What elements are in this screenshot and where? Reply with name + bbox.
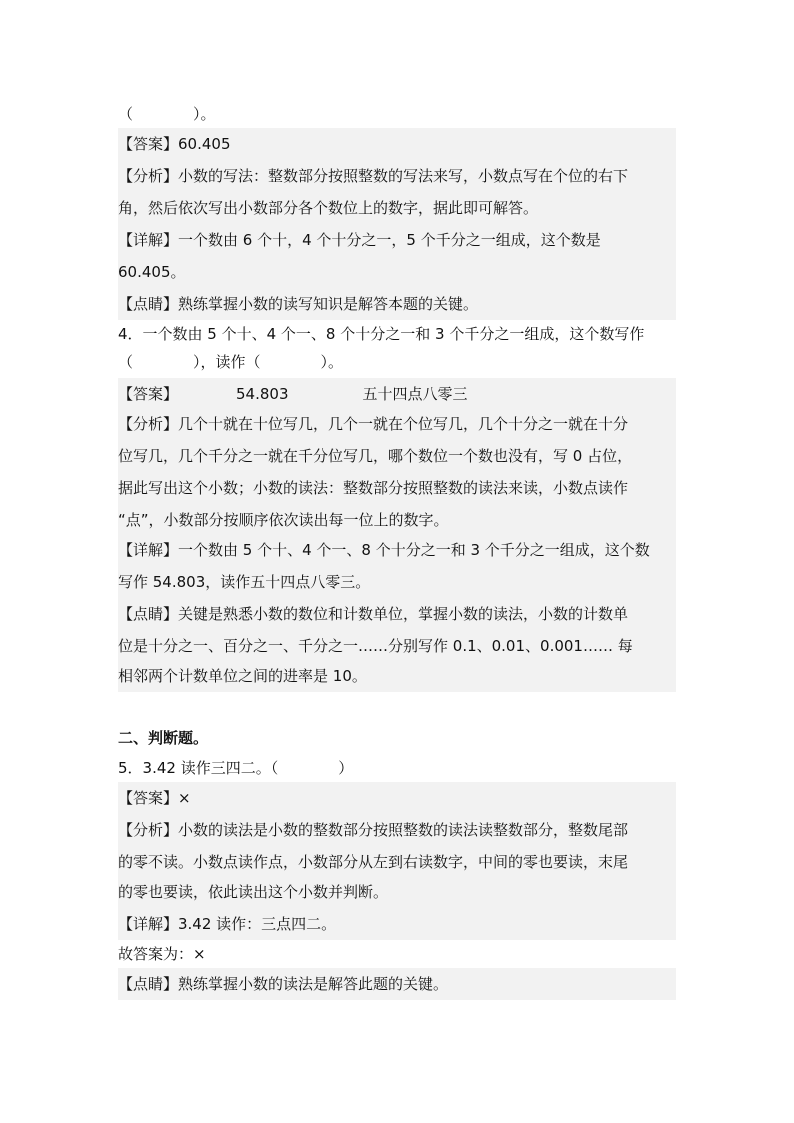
q4-question-line-1: 4．一个数由 5 个十、4 个一、8 个十分之一和 3 个千分之一组成，这个数写作 — [118, 325, 645, 343]
q5-answer: 【答案】× — [118, 782, 676, 814]
q4-answer-written: 54.803 — [236, 385, 289, 403]
q4-analysis-line-4: “点”，小数部分按顺序依次读出每一位上的数字。 — [118, 504, 676, 536]
q4-point-line-2: 位是十分之一、百分之一、千分之一……分别写作 0.1、0.01、0.001…… 每 — [118, 630, 676, 662]
section-heading-judgement: 二、判断题。 — [118, 729, 209, 747]
q5-point: 【点睛】熟练掌握小数的读法是解答此题的关键。 — [118, 968, 676, 1000]
q4-point-line-1: 【点睛】关键是熟悉小数的数位和计数单位，掌握小数的读法，小数的计数单 — [118, 598, 676, 630]
q4-analysis-line-2: 位写几，几个千分之一就在千分位写几，哪个数位一个数也没有，写 0 占位， — [118, 440, 676, 472]
q4-analysis-line-3: 据此写出这个小数；小数的读法：整数部分按照整数的读法来读，小数点读作 — [118, 472, 676, 504]
q3-point: 【点睛】熟练掌握小数的读写知识是解答本题的关键。 — [118, 288, 676, 320]
q5-conclusion: 故答案为：× — [118, 945, 206, 963]
q3-detail-line-1: 【详解】一个数由 6 个十，4 个十分之一，5 个千分之一组成，这个数是 — [118, 224, 676, 256]
q5-analysis-line-3: 的零也要读，依此读出这个小数并判断。 — [118, 876, 676, 908]
q4-answer — [118, 378, 676, 410]
q4-analysis-line-1: 【分析】几个十就在十位写几，几个一就在个位写几，几个十分之一就在十分 — [118, 408, 676, 440]
q5-question: 5．3.42 读作三四二。（ ） — [118, 759, 354, 777]
q4-answer-label: 【答案】 — [118, 385, 179, 403]
q5-analysis-line-1: 【分析】小数的读法是小数的整数部分按照整数的读法读整数部分，整数尾部 — [118, 814, 676, 846]
q3-detail-line-2: 60.405。 — [118, 256, 676, 288]
q4-answer-read: 五十四点八零三 — [362, 385, 468, 403]
q3-tail: （ ）。 — [118, 105, 216, 123]
q3-answer: 【答案】60.405 — [118, 128, 676, 160]
q4-question-line-2: （ ），读作（ ）。 — [118, 353, 344, 371]
q5-analysis-line-2: 的零不读。小数点读作点，小数部分从左到右读数字，中间的零也要读，末尾 — [118, 846, 676, 878]
q4-detail-line-1: 【详解】一个数由 5 个十、4 个一、8 个十分之一和 3 个千分之一组成，这个数 — [118, 534, 676, 566]
q3-analysis-line-2: 角，然后依次写出小数部分各个数位上的数字，据此即可解答。 — [118, 192, 676, 224]
q5-detail: 【详解】3.42 读作：三点四二。 — [118, 908, 676, 940]
q4-point-line-3: 相邻两个计数单位之间的进率是 10。 — [118, 660, 676, 692]
q4-detail-line-2: 写作 54.803，读作五十四点八零三。 — [118, 566, 676, 598]
q3-analysis-line-1: 【分析】小数的写法：整数部分按照整数的写法来写，小数点写在个位的右下 — [118, 160, 676, 192]
